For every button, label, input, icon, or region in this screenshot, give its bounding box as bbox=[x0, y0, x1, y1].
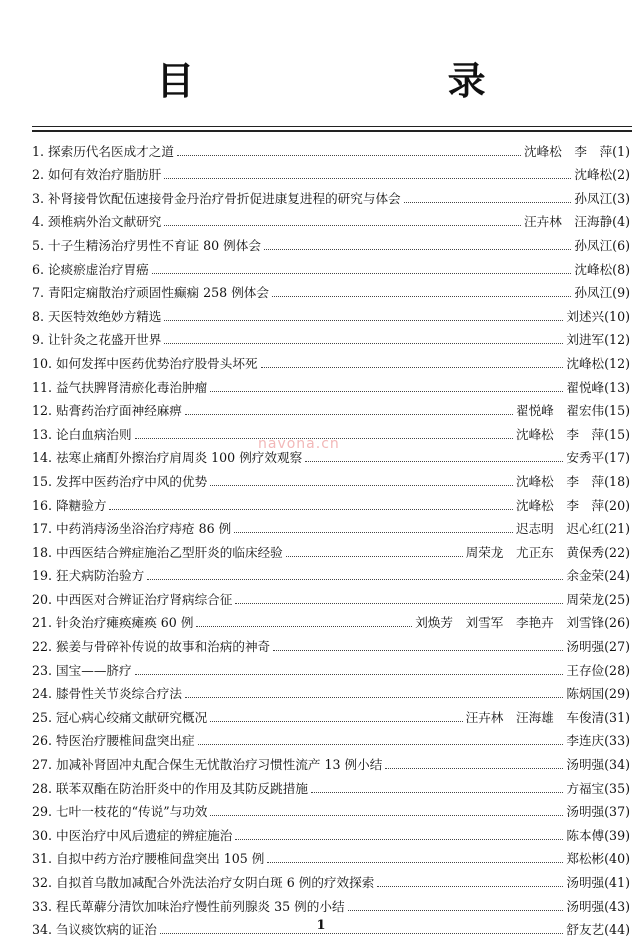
dot-leader bbox=[348, 910, 564, 911]
toc-entry-authors-page: 沈峰松 李 萍(18) bbox=[515, 473, 630, 489]
dot-leader bbox=[164, 343, 563, 344]
toc-entry-title: 14. 祛寒止痛酊外擦治疗肩周炎 100 例疗效观察 bbox=[32, 450, 303, 466]
toc-entry[interactable] bbox=[32, 584, 630, 608]
toc-entry[interactable] bbox=[32, 443, 630, 467]
toc-entry-title: 17. 中药消痔汤坐浴治疗痔疮 86 例 bbox=[32, 521, 232, 537]
dot-leader bbox=[235, 603, 563, 604]
dot-leader bbox=[109, 509, 513, 510]
toc-entry-title: 28. 联苯双酯在防治肝炎中的作用及其防反跳措施 bbox=[32, 780, 308, 796]
toc-entry-authors-page: 刘焕芳 刘雪军 李艳卉 刘雪锋(26) bbox=[415, 615, 630, 631]
toc-entry-authors-page: 周荣龙 尤正东 黄保秀(22) bbox=[465, 544, 630, 560]
toc-entry-title: 25. 冠心病心绞痛文献研究概况 bbox=[32, 709, 208, 725]
toc-entry-title: 29. 七叶一枝花的“传说”与功效 bbox=[32, 804, 208, 820]
dot-leader bbox=[305, 461, 563, 462]
dot-leader bbox=[164, 225, 521, 226]
toc-entry-title: 16. 降糖验方 bbox=[32, 497, 107, 513]
toc-entry[interactable] bbox=[32, 655, 630, 679]
toc-entry-title: 5. 十子生精汤治疗男性不育证 80 例体会 bbox=[32, 237, 261, 253]
dot-leader bbox=[160, 933, 564, 934]
dot-leader bbox=[177, 155, 521, 156]
page-number: 1 bbox=[316, 918, 326, 933]
toc-entry-title: 21. 针灸治疗瘫痪瘫痪 60 例 bbox=[32, 615, 194, 631]
toc-entry-authors-page: 陈炳国(29) bbox=[566, 686, 630, 702]
toc-entry-authors-page: 陈本傅(39) bbox=[566, 827, 630, 843]
toc-entry-title: 11. 益气扶脾肾清瘀化毒治肿瘤 bbox=[32, 379, 208, 395]
toc-entry[interactable] bbox=[32, 820, 630, 844]
dot-leader bbox=[185, 414, 513, 415]
toc-entry-authors-page: 沈峰松(12) bbox=[566, 355, 630, 371]
dot-leader bbox=[210, 485, 513, 486]
toc-entry-title: 32. 自拟首乌散加减配合外洗法治疗女阴白斑 6 例的疗效探索 bbox=[32, 875, 375, 890]
toc-entry-authors-page: 翟悦峰(13) bbox=[566, 379, 630, 395]
dot-leader bbox=[286, 556, 463, 557]
toc-entry-authors-page: 孙凤江(3) bbox=[574, 190, 630, 206]
title-rule-thin bbox=[32, 126, 632, 127]
toc-entry[interactable] bbox=[32, 726, 630, 750]
toc-entry[interactable] bbox=[32, 891, 630, 915]
toc-entry-title: 30. 中医治疗中风后遗症的辨症施治 bbox=[32, 827, 233, 843]
toc-entry-title: 4. 颈椎病外治文献研究 bbox=[32, 214, 162, 230]
toc-entry-title: 8. 天医特效绝妙方精选 bbox=[32, 308, 162, 324]
toc-entry-title: 3. 补肾接骨饮配伍速接骨金丹治疗骨折促进康复进程的研究与体会 bbox=[32, 190, 401, 206]
toc-entry-authors-page: 刘进军(12) bbox=[566, 332, 630, 348]
toc-entry-title: 9. 让针灸之花盛开世界 bbox=[32, 332, 162, 348]
toc-entry-authors-page: 汤明强(43) bbox=[566, 898, 630, 914]
toc-entry-title: 33. 程氏萆薢分清饮加味治疗慢性前列腺炎 35 例的小结 bbox=[32, 898, 345, 914]
toc-entry[interactable] bbox=[32, 160, 630, 184]
toc-entry-authors-page: 舒友艺(44) bbox=[566, 922, 630, 938]
toc-entry-title: 2. 如何有效治疗脂肪肝 bbox=[32, 167, 162, 183]
toc-entry-title: 7. 青阳定痫散治疗顽固性癫痫 258 例体会 bbox=[32, 285, 269, 301]
toc-entry[interactable] bbox=[32, 325, 630, 349]
toc-entry[interactable] bbox=[32, 844, 630, 868]
toc-entry[interactable] bbox=[32, 797, 630, 821]
dot-leader bbox=[164, 320, 563, 321]
toc-entry-title: 31. 自拟中药方治疗腰椎间盘突出 105 例 bbox=[32, 851, 265, 867]
dot-leader bbox=[264, 249, 571, 250]
toc-entry[interactable] bbox=[32, 396, 630, 420]
dot-leader bbox=[404, 202, 572, 203]
toc-entry[interactable] bbox=[32, 679, 630, 703]
dot-leader bbox=[210, 721, 462, 722]
toc-entry[interactable] bbox=[32, 773, 630, 797]
toc-entry-authors-page: 孙凤江(9) bbox=[574, 285, 630, 301]
toc-entry-title: 27. 加减补肾固冲丸配合保生无忧散治疗习惯性流产 13 例小结 bbox=[32, 757, 383, 773]
toc-entry-title: 26. 特医治疗腰椎间盘突出症 bbox=[32, 733, 195, 749]
toc-entry[interactable] bbox=[32, 749, 630, 773]
page-title: 目 录 bbox=[156, 58, 606, 103]
toc-entry-authors-page: 翟悦峰 翟宏伟(15) bbox=[515, 403, 630, 419]
toc-entry[interactable] bbox=[32, 514, 630, 538]
toc-entry[interactable] bbox=[32, 867, 630, 891]
dot-leader bbox=[152, 273, 572, 274]
toc-entry-authors-page: 安秀平(17) bbox=[566, 450, 630, 466]
dot-leader bbox=[135, 438, 513, 439]
toc-entry-authors-page: 方福宝(35) bbox=[566, 780, 630, 796]
dot-leader bbox=[272, 296, 571, 297]
toc-entry-title: 13. 论白血病治则 bbox=[32, 426, 132, 442]
toc-entry[interactable] bbox=[32, 561, 630, 585]
toc-entry-authors-page: 沈峰松 李 萍(20) bbox=[515, 497, 630, 513]
toc-entry[interactable] bbox=[32, 183, 630, 207]
title-rule-thick bbox=[32, 130, 632, 132]
toc-entry[interactable] bbox=[32, 207, 630, 231]
watermark: navona.cn bbox=[258, 436, 340, 452]
dot-leader bbox=[164, 178, 571, 179]
dot-leader bbox=[235, 839, 563, 840]
dot-leader bbox=[261, 367, 564, 368]
dot-leader bbox=[196, 626, 412, 627]
toc-entry-authors-page: 李连庆(33) bbox=[566, 733, 630, 749]
toc-entry[interactable] bbox=[32, 372, 630, 396]
toc-entry-authors-page: 沈峰松 李 萍(15) bbox=[515, 426, 630, 442]
toc-entry-title: 22. 猴姜与骨碎补传说的故事和治病的神奇 bbox=[32, 639, 271, 655]
toc-entry-title: 10. 如何发挥中医药优势治疗股骨头坏死 bbox=[32, 355, 258, 371]
toc-entry[interactable] bbox=[32, 419, 630, 443]
toc-entry-title: 1. 探索历代名医成才之道 bbox=[32, 143, 174, 159]
toc-entry-title: 34. 刍议痰饮病的证治 bbox=[32, 922, 157, 938]
dot-leader bbox=[273, 650, 563, 651]
toc-entry-authors-page: 汤明强(41) bbox=[566, 875, 630, 890]
toc-entry-authors-page: 余金荣(24) bbox=[566, 568, 630, 584]
toc-entry[interactable] bbox=[32, 278, 630, 302]
dot-leader bbox=[267, 862, 563, 863]
toc-entry-authors-page: 王存俭(28) bbox=[566, 662, 630, 678]
toc-entry[interactable] bbox=[32, 466, 630, 490]
toc-entry[interactable] bbox=[32, 348, 630, 372]
toc-entry-authors-page: 汤明强(27) bbox=[566, 639, 630, 655]
dot-leader bbox=[234, 532, 513, 533]
toc-entry[interactable] bbox=[32, 254, 630, 278]
toc-entry[interactable] bbox=[32, 631, 630, 655]
dot-leader bbox=[377, 886, 563, 887]
toc-entry[interactable] bbox=[32, 608, 630, 632]
toc-entry[interactable] bbox=[32, 537, 630, 561]
toc-entry-title: 24. 膝骨性关节炎综合疗法 bbox=[32, 686, 182, 702]
toc-entry-authors-page: 周荣龙(25) bbox=[566, 591, 630, 607]
toc-entry-authors-page: 汤明强(37) bbox=[566, 804, 630, 820]
toc-entry-authors-page: 沈峰松(2) bbox=[574, 167, 630, 183]
toc-entry-title: 6. 论痰瘀虚治疗胃癌 bbox=[32, 261, 149, 277]
table-of-contents bbox=[32, 136, 630, 938]
toc-entry-authors-page: 汪卉林 汪海静(4) bbox=[524, 214, 630, 230]
toc-entry-authors-page: 郑松彬(40) bbox=[566, 851, 630, 867]
dot-leader bbox=[311, 792, 563, 793]
toc-entry-authors-page: 沈峰松(8) bbox=[574, 261, 630, 277]
toc-entry-title: 19. 狂犬病防治验方 bbox=[32, 568, 145, 584]
dot-leader bbox=[185, 697, 563, 698]
toc-entry[interactable] bbox=[32, 702, 630, 726]
toc-entry[interactable] bbox=[32, 301, 630, 325]
toc-entry-title: 20. 中西医对合辨证治疗肾病综合征 bbox=[32, 591, 233, 607]
dot-leader bbox=[385, 768, 563, 769]
dot-leader bbox=[210, 391, 563, 392]
toc-entry[interactable] bbox=[32, 136, 630, 160]
toc-entry-authors-page: 孙凤江(6) bbox=[574, 237, 630, 253]
toc-entry[interactable] bbox=[32, 230, 630, 254]
toc-entry-authors-page: 汤明强(34) bbox=[566, 757, 630, 773]
toc-entry-authors-page: 沈峰松 李 萍(1) bbox=[524, 143, 630, 159]
dot-leader bbox=[135, 674, 564, 675]
toc-entry-title: 18. 中西医结合辨症施治乙型肝炎的临床经验 bbox=[32, 544, 283, 560]
toc-entry-title: 12. 贴膏药治疗面神经麻痹 bbox=[32, 403, 182, 419]
toc-entry[interactable] bbox=[32, 490, 630, 514]
toc-entry-authors-page: 汪卉林 汪海雄 车俊清(31) bbox=[465, 709, 630, 725]
toc-entry-title: 15. 发挥中医药治疗中风的优势 bbox=[32, 473, 208, 489]
dot-leader bbox=[198, 744, 564, 745]
dot-leader bbox=[210, 815, 563, 816]
toc-entry-authors-page: 迟志明 迟心红(21) bbox=[515, 521, 630, 537]
toc-entry-title: 23. 国宝——脐疗 bbox=[32, 662, 132, 678]
dot-leader bbox=[147, 579, 563, 580]
toc-entry-authors-page: 刘述兴(10) bbox=[566, 308, 630, 324]
